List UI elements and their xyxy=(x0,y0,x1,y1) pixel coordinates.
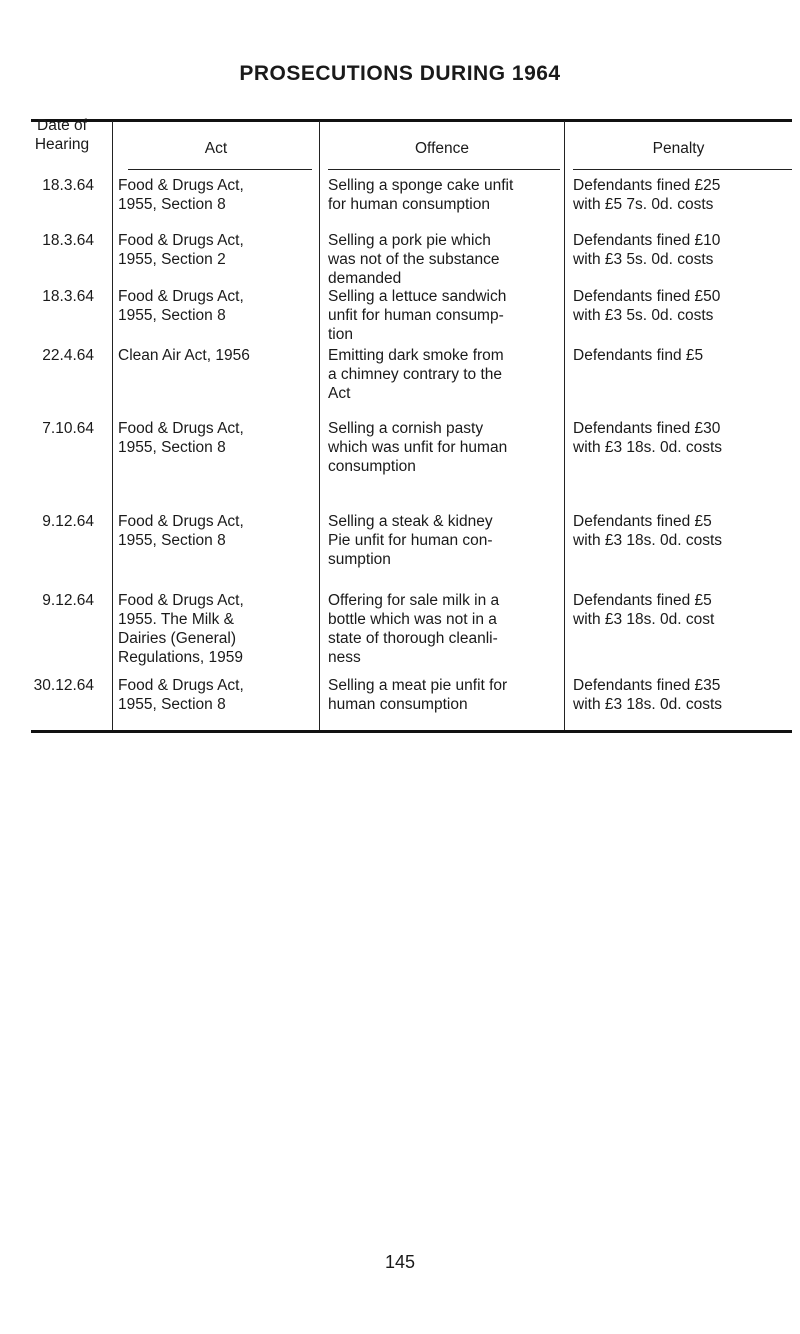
act-cell xyxy=(118,231,308,269)
offence-cell-line: Selling a meat pie unfit for xyxy=(328,677,508,694)
header-date xyxy=(14,116,110,154)
offence-cell-line: human consumption xyxy=(328,696,468,713)
offence-cell-line: unfit for human consump- xyxy=(328,307,504,324)
act-cell-line: Food & Drugs Act, xyxy=(118,513,244,530)
hearing-date: 30.12.64 xyxy=(33,677,94,694)
penalty-cell xyxy=(573,512,783,550)
offence-cell-line: which was unfit for human xyxy=(328,439,508,456)
header-penalty: Penalty xyxy=(652,140,705,157)
offence-cell xyxy=(328,676,558,714)
act-cell-line: Food & Drugs Act, xyxy=(118,420,244,437)
offence-cell-line: Offering for sale milk in a xyxy=(328,592,500,609)
offence-cell-line: Selling a steak & kidney xyxy=(328,513,493,530)
act-cell xyxy=(118,676,308,714)
hearing-date: 7.10.64 xyxy=(42,420,94,437)
offence-cell-line: Selling a pork pie which xyxy=(328,232,491,249)
offence-cell-line: Pie unfit for human con- xyxy=(328,532,493,549)
offence-cell-line: Selling a cornish pasty xyxy=(328,420,484,437)
penalty-cell-line: Defendants find £5 xyxy=(573,347,704,364)
penalty-cell-line: with £3 5s. 0d. costs xyxy=(573,251,714,268)
header-date-line2: Hearing xyxy=(34,136,90,153)
penalty-cell-line: Defendants fined £25 xyxy=(573,177,721,194)
act-cell xyxy=(118,591,308,667)
hearing-date: 9.12.64 xyxy=(42,592,94,609)
act-cell-line: 1955, Section 2 xyxy=(118,251,226,268)
offence-cell-line: sumption xyxy=(328,551,391,568)
act-cell-line: 1955. The Milk & xyxy=(118,611,235,628)
penalty-cell-line: Defendants fined £30 xyxy=(573,420,721,437)
offence-cell xyxy=(328,231,558,288)
act-cell-line: Food & Drugs Act, xyxy=(118,232,244,249)
offence-cell-line: tion xyxy=(328,326,353,343)
offence-cell xyxy=(328,512,558,569)
act-cell-line: Food & Drugs Act, xyxy=(118,592,244,609)
penalty-cell-line: Defendants fined £50 xyxy=(573,288,721,305)
hearing-date: 18.3.64 xyxy=(42,288,94,305)
act-cell-line: 1955, Section 8 xyxy=(118,439,226,456)
offence-cell-line: consumption xyxy=(328,458,416,475)
penalty-cell-line: with £3 18s. 0d. costs xyxy=(573,532,723,549)
header-date-line1: Date of xyxy=(37,117,87,134)
offence-cell-line: state of thorough cleanli- xyxy=(328,630,498,647)
act-cell-line: Regulations, 1959 xyxy=(118,649,243,666)
offence-cell xyxy=(328,287,558,344)
act-cell-line: Dairies (General) xyxy=(118,630,237,647)
penalty-cell-line: Defendants fined £35 xyxy=(573,677,721,694)
offence-cell-line: Act xyxy=(328,385,351,402)
act-cell xyxy=(118,287,308,325)
hearing-date: 22.4.64 xyxy=(42,347,94,364)
offence-cell xyxy=(328,419,558,476)
act-cell-line: Food & Drugs Act, xyxy=(118,177,244,194)
header-underline-offence xyxy=(328,169,560,170)
header-underline-act xyxy=(128,169,312,170)
column-divider xyxy=(319,121,320,731)
table-bottom-rule xyxy=(31,730,792,733)
penalty-cell-line: with £3 18s. 0d. cost xyxy=(573,611,715,628)
penalty-cell-line: Defendants fined £10 xyxy=(573,232,721,249)
penalty-cell xyxy=(573,676,783,714)
header-act: Act xyxy=(204,140,228,157)
hearing-date: 18.3.64 xyxy=(42,232,94,249)
offence-cell xyxy=(328,346,558,403)
penalty-cell-line: Defendants fined £5 xyxy=(573,513,712,530)
act-cell-line: 1955, Section 8 xyxy=(118,696,226,713)
page-number: 145 xyxy=(384,1252,416,1272)
penalty-cell-line: with £3 18s. 0d. costs xyxy=(573,696,723,713)
column-divider xyxy=(564,121,565,731)
offence-cell-line: Selling a lettuce sandwich xyxy=(328,288,507,305)
act-cell-line: 1955, Section 8 xyxy=(118,196,226,213)
header-offence: Offence xyxy=(414,140,469,157)
penalty-cell-line: with £5 7s. 0d. costs xyxy=(573,196,714,213)
act-cell xyxy=(118,512,308,550)
act-cell xyxy=(118,346,308,365)
act-cell-line: Food & Drugs Act, xyxy=(118,677,244,694)
penalty-cell-line: with £3 5s. 0d. costs xyxy=(573,307,714,324)
page-title: PROSECUTIONS DURING 1964 xyxy=(239,62,561,85)
offence-cell-line: bottle which was not in a xyxy=(328,611,497,628)
penalty-cell xyxy=(573,176,783,214)
column-divider xyxy=(112,121,113,731)
penalty-cell xyxy=(573,287,783,325)
header-underline-penalty xyxy=(573,169,792,170)
penalty-cell xyxy=(573,419,783,457)
penalty-cell xyxy=(573,231,783,269)
act-cell xyxy=(118,176,308,214)
act-cell-line: 1955, Section 8 xyxy=(118,307,226,324)
act-cell xyxy=(118,419,308,457)
hearing-date: 9.12.64 xyxy=(42,513,94,530)
table-top-rule xyxy=(31,119,792,122)
penalty-cell xyxy=(573,591,783,629)
act-cell-line: Food & Drugs Act, xyxy=(118,288,244,305)
offence-cell xyxy=(328,176,558,214)
penalty-cell xyxy=(573,346,783,365)
hearing-date: 18.3.64 xyxy=(42,177,94,194)
offence-cell-line: for human consumption xyxy=(328,196,490,213)
offence-cell-line: Selling a sponge cake unfit xyxy=(328,177,514,194)
penalty-cell-line: with £3 18s. 0d. costs xyxy=(573,439,723,456)
penalty-cell-line: Defendants fined £5 xyxy=(573,592,712,609)
offence-cell-line: Emitting dark smoke from xyxy=(328,347,504,364)
offence-cell-line: demanded xyxy=(328,270,402,287)
act-cell-line: Clean Air Act, 1956 xyxy=(118,347,250,364)
offence-cell xyxy=(328,591,558,667)
offence-cell-line: a chimney contrary to the xyxy=(328,366,503,383)
act-cell-line: 1955, Section 8 xyxy=(118,532,226,549)
offence-cell-line: was not of the substance xyxy=(328,251,500,268)
offence-cell-line: ness xyxy=(328,649,361,666)
